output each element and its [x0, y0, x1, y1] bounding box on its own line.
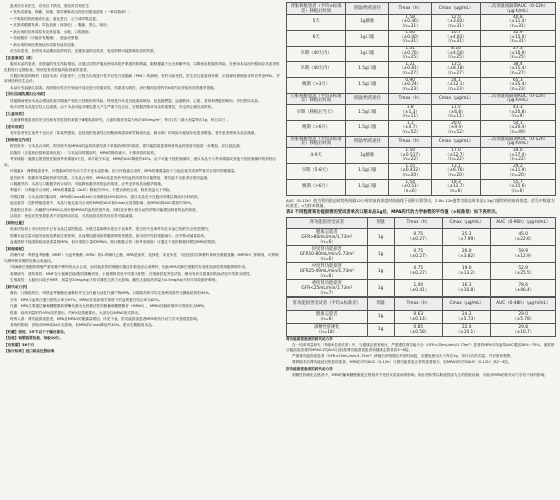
section-heading: 【药代动力学】: [4, 284, 30, 289]
table-cell: 38.4 （±15.4） （n=27）: [480, 62, 555, 78]
table-cell: 40.8 （±11.4） （n=31）: [480, 15, 555, 31]
body-paragraph: 他克莫司：在肝移植患者中，本品与他克莫司合用时MPA的AUC和Cmax无显著影响；但MPAG的AUC增加约30%。: [10, 201, 195, 206]
right-column-text: [286, 337, 556, 378]
table-cell: 酒精性肝硬化 （n=18）: [287, 323, 368, 336]
table-header-cell: AUC（0-96h）（μg·h/mL）: [491, 217, 556, 229]
table-cell: 1.50 （±0.517） （n=22）: [389, 148, 432, 164]
table-cell: 4-9天: [287, 148, 346, 164]
table-cell: 0.85 （±0.58）: [394, 323, 442, 336]
table-header-cell: 二次剂量间隔期AUC（0-12h）（μg·h/mL）: [480, 136, 555, 148]
table2-caption: 表2 不同程度肾功能损害的受试者单次口服本品1g后，MPA药代动力学参数的平均值（±标准差）如下表所示。: [286, 210, 500, 216]
table-cell: 早期（5-8天）: [287, 164, 346, 180]
body-paragraph: 更昔洛韦：根据单剂量给药研究结果，与本品合用时，MPAG及更昔洛韦的血药浓度均可能增加，肾功能不全患者应密切监测。: [10, 175, 211, 180]
table-header-cell: 剂量/给药途径: [346, 93, 389, 105]
table-cell: 45.0 （±22.6）: [491, 229, 556, 246]
section-heading: 【孕妇及哺乳期妇女用药】: [4, 92, 48, 97]
body-paragraph: 排泄：给药剂量的约93%经尿排出，约6%经粪便排出，大部分以MPAG形式排出。: [10, 310, 142, 315]
table-cell: 13.5 （±8.18） （n=27）: [432, 62, 480, 78]
table-cell: 54.1 （±20.4） （n=49）: [480, 121, 555, 137]
table-cell: 重度肾功能损害 GFR<25mL/min/1.73m² （n=7）: [287, 280, 368, 297]
body-paragraph: 活疫苗：免疫应答受损患者不应接种活疫苗，对其他疫苗的抗体应答可能减弱。: [10, 214, 136, 219]
body-paragraph: 妊娠期间使用本品会增加妊娠早期流产和先天性畸形的风险，特别是外耳及其他面部畸形，包括唇腭裂、远端肢体、心脏、食管和肾脏的畸形。孕妇禁用本品。: [10, 98, 262, 103]
body-paragraph: 服用本品的患者，皮肤癌的发生风险增加。应通过穿防护服及使用高防护系数的防晒霜，限制暴露于日光和紫外线，以降低皮肤癌的风险。在使用本品治疗期间应对患者的皮肤进行定期检查，特别是有皮肤癌风险因素的患者。: [4, 62, 280, 72]
section-heading: 【药理毒理】: [4, 246, 26, 251]
body-paragraph: 酒精性肝硬化志愿者中，MPA的葡萄糖醛酸化过程相对不受肝实质疾病的影响。胆汁淤积等以胆道损害为主的肝脏疾病，可能对MPA的药代动力学有不同的影响。: [292, 372, 548, 377]
body-paragraph: 其他相互作用：丙磺舒与MPAG合用可使MPAG的血药浓度升高，同时竞争肾小管分泌的药物可能增加两者的血药浓度。: [10, 207, 200, 212]
body-paragraph: 生殖毒性：大鼠经口给予MMF，剂量至20mg/kg/天时对雄性生育力无影响。雌性大鼠给药剂量为4.5mg/kg/天时可导致胎仔畸形。: [10, 278, 219, 283]
table-cell: 1.5g口服: [346, 62, 389, 78]
table-cell: 1.5g口服: [346, 121, 389, 137]
table-cell: 1.58 （±0.46） （n=31）: [389, 15, 432, 31]
body-paragraph: 毒理研究：遗传毒性：MMF在小鼠淋巴瘤/胸苷激酶试验、小鼠微核试验中结果为阳性；在细菌回复突变试验、酵母有丝分裂基因转换试验中结果为阴性。: [10, 271, 254, 276]
table-cell: 65.3 （±35.4） （n=23）: [480, 78, 555, 94]
table-cell: 16.3 （±10.8）: [443, 280, 491, 297]
table-cell: 晚期（>6月）: [287, 121, 346, 137]
table-cell: 晚期（>3月）: [287, 78, 346, 94]
table-cell: 29.8 （±10.7）: [491, 323, 556, 336]
table-header-cell: 肝功能损害受试者（平均±标准差）: [287, 297, 368, 310]
table-cell: 52.9 （±25.5）: [491, 263, 556, 280]
table-row: [287, 78, 556, 94]
table-cell: 78.6 （±46.4）: [491, 280, 556, 297]
table-cell: 轻度肾功能损害 GFR50-80mL/min/1.73m² （n=6）: [287, 246, 368, 263]
renal-table-header: [287, 217, 556, 229]
table-cell: 19.3 （±11.7） （n=6）: [432, 180, 480, 196]
body-paragraph: 利福平：与利福平合用时，MPA的暴露量（AUC）降低约70%，不建议两药合用，除非获益大于风险。: [10, 188, 174, 193]
table-cell: 25.3 （±7.99）: [443, 229, 491, 246]
section-heading: 【药物相互作用】: [4, 137, 33, 142]
table-cell: 1g: [367, 263, 394, 280]
table-cell: 0.75 （±0.27）: [394, 263, 442, 280]
body-paragraph: 环孢素A：肾移植患者中，环孢素A的药代动力学不受本品影响。但与环孢素合用时，MPA的暴露量低于与他克莫司或西罗莫司合用时的暴露量。: [10, 169, 239, 174]
table-row: [287, 30, 556, 46]
table-header-cell: AUC（0-48h）（μg·h/mL）: [491, 297, 556, 310]
section-heading: 【注意事项】（续）: [4, 55, 35, 60]
body-paragraph: 严重肾功能损害患者（GFR<25mL/min/1.73m²）移植后即刻期以外的时间段，应避免使用大于每次1g、每日2次的剂量，并应密切观察。: [292, 354, 514, 359]
body-paragraph: 吸收：口服给药后，吗替麦考酚酯迅速吸收并完全代谢为活性代谢产物MPA。口服给药的平均生物利用度约为静脉给药的94%。: [10, 291, 213, 296]
table-cell: 1g: [367, 310, 394, 323]
table-header-cell: Tmax（h）: [389, 93, 432, 105]
table-header-cell: Cmax（μg/mL）: [432, 93, 480, 105]
body-paragraph: 本品可引起胎儿损害。育龄期女性在开始治疗前应进行妊娠试验，结果须为阴性，治疗期间及停药后6周内应采取有效的避孕措施。: [10, 85, 218, 90]
table-row: [287, 310, 556, 323]
body-paragraph: 血液透析不能清除临床显著量的MPA，但可清除少量的MPAG。胆汁酸螯合剂（如考来烯胺）可通过干扰肝肠循环增加MPA的排泄。: [10, 240, 219, 245]
body-paragraph: 代谢：MPA主要通过葡萄糖醛酸转移酶代谢为无药理活性的酚葡萄糖醛酸苷（MPAG），MPAG经肠肝循环可再转化为MPA。: [10, 304, 208, 309]
table-header-cell: Cmax（μg/mL）: [443, 217, 491, 229]
table-row: [287, 15, 556, 31]
table-cell: 0.90 （±0.24） （n=23）: [389, 78, 432, 94]
pk-table-header: [287, 3, 556, 15]
right-column: [286, 2, 556, 498]
table-subheader-row: [287, 93, 556, 105]
body-paragraph: 尚不清楚本品是否经人乳排泄。由于本品可能对哺乳婴儿产生严重不良反应，应根据药物对母亲的重要性，决定停止哺乳或停药。: [10, 105, 215, 110]
body-paragraph: 肾移植术后肾功能延迟恢复的患者，MPA的平均AUC（0-12h）与肾功能恢复正常的患者相当，但MPAG的平均AUC（0-12h）高2~3倍。: [292, 360, 512, 365]
table-cell: 0.63 （±0.14）: [394, 310, 442, 323]
body-paragraph: 在一项单剂量研究（每组6名受试者）中，与健康志愿者相比，严重慢性肾功能不全（GFR<25mL/min/1.73m²）患者的MPA平均血浆AUC增加28%~75%。重度肾功能损害患者的MPAG平均AUC比轻度肾功能损害患者和健康志愿者高3~6倍。: [286, 342, 555, 352]
body-paragraph: • 新出现的皮疹或原有皮疹加重、水疱、口腔溃疡；: [10, 29, 93, 34]
table-cell: 1g: [367, 323, 394, 336]
table-header-cell: 心脏移植患者（平均±标准差）移植后时间: [287, 93, 346, 105]
table-cell: 1g口服: [346, 30, 389, 46]
section-heading: 肾功能损害患者的药代动力学: [286, 336, 333, 341]
table-cell: 22.4 （±10.1）: [443, 323, 491, 336]
table-cell: 17.0 （±12.7） （n=22）: [432, 148, 480, 164]
table-subheader-row: [287, 136, 556, 148]
table-cell: 1.21 （±0.81） （n=27）: [389, 62, 432, 78]
table-cell: 0.75 （±0.27）: [394, 229, 442, 246]
body-paragraph: 食物的影响：食物对MPA的AUC无影响，但MPA的Cmax降低约40%。建议空腹服用本品。: [10, 323, 156, 328]
table-cell: 1.00 （±0.41）: [394, 280, 442, 297]
table-header-cell: 剂量/给药途径: [346, 136, 389, 148]
table-cell: 27.3 （±10.9） （n=25）: [480, 46, 555, 62]
table-cell: 8.16 （±4.50） （n=25）: [432, 46, 480, 62]
left-column-text: [4, 4, 280, 496]
table-cell: 1.5g口服: [346, 78, 389, 94]
table-row: [287, 164, 556, 180]
table-header-cell: 二次剂量间隔期AUC（0-12h）（μg·h/mL）: [480, 3, 555, 15]
table-row: [287, 121, 556, 137]
table-header-cell: 肾脏移植患者（平均±标准差）移植后时间: [287, 3, 346, 15]
table-cell: 12.0 （±3.82） （n=31）: [432, 15, 480, 31]
table-cell: 1.5g口服: [346, 105, 389, 121]
table-cell: 55.7 （±15.6） （n=6）: [480, 180, 555, 196]
table-header-cell: 肝脏移植患者（平均±标准差）移植后时间: [287, 136, 346, 148]
table-cell: 1.31 （±0.76） （n=25）: [389, 46, 432, 62]
body-paragraph: 预期本品过量可能导致免疫系统过度抑制，从而增加感染和骨髓抑制的易感性。如出现中性粒细胞减少，应中断或减量给药。: [10, 233, 208, 238]
body-paragraph: 考来烯胺：健康志愿者预先服用考来烯胺4天后，单次给予本品，MPA的AUC降低约40%。由于可能干扰肝肠循环，建议本品不与考来烯胺或其他干扰肝肠循环的药物合用。: [4, 157, 277, 167]
section-heading: 【贮藏】密封，25℃以下干燥处保存。: [4, 329, 68, 334]
table-row: [287, 263, 556, 280]
table-header-cell: 剂量: [367, 217, 394, 229]
table-cell: 1g: [367, 229, 394, 246]
table-header-cell: Tmax（h）: [389, 3, 432, 15]
table-cell: 1.15 （±0.432） （n=20）: [389, 164, 432, 180]
table-header-cell: 剂量: [367, 297, 394, 310]
body-paragraph: 老年患者发生某些不良反应（如某些感染，包括组织侵袭性巨细胞病毒感染和胃肠道出血、肺水肿）的风险可能较年轻患者增加。老年患者使用本品应谨慎。: [10, 131, 258, 136]
table-cell: 20.0 （±9.4） （n=52）: [432, 121, 480, 137]
body-paragraph: 特殊人群：肾功能损害患者，MPA及MPAG的暴露量增加，详见下表。肝功能损害患者MPA的药代动力学未受明显影响。: [10, 316, 201, 321]
table-header-cell: Tmax（h）: [389, 136, 432, 148]
table-row: [287, 62, 556, 78]
table-cell: 24.1 （±12.1） （n=23）: [432, 78, 480, 94]
table-cell: 32.9 （±15.0） （n=31）: [480, 30, 555, 46]
table-row: [287, 105, 556, 121]
table-cell: 健康志愿者 GFR>80mL/min/1.73m² （n=6）: [287, 229, 368, 246]
table-cell: 1g口服: [346, 46, 389, 62]
table-cell: 10.7 （±4.83） （n=31）: [432, 30, 480, 46]
table-cell: 1g: [367, 280, 394, 297]
table-cell: 1g静脉: [346, 15, 389, 31]
table-row: [287, 148, 556, 164]
table-header-cell: 二次剂量间隔期AUC（0-12h）（μg·h/mL）: [480, 93, 555, 105]
table-cell: 59.9 （±12.9）: [491, 246, 556, 263]
table-cell: 1g静脉: [346, 148, 389, 164]
body-paragraph: 口服避孕药：本品与口服避孕药合用时，可能降低避孕药的血药浓度，应考虑采取其他避孕措施。: [10, 182, 165, 186]
section-heading: 【儿童用药】: [4, 111, 26, 116]
table-cell: 5天: [287, 15, 346, 31]
body-paragraph: 药理作用：吗替麦考酚酯（MMF）为麦考酚酸（MPA）的2-吗啉代乙酯，MPA是高效、选择性、非竞争性、可逆性的次黄嘌呤单核苷酸脱氢酶（IMPDH）抑制剂，可抑制鸟嘌呤核苷酸的经典合成途径。: [4, 253, 279, 263]
table-cell: 中度肾功能损害 GFR25-49mL/min/1.73m² （n=6）: [287, 263, 368, 280]
table-cell: 0.75 （±0.27）: [394, 246, 442, 263]
body-paragraph: 应告诉患者，在使用本品期间及停药后，应避免接种活疫苗，免疫抑制可能影响疫苗的效果。: [10, 49, 158, 54]
table-cell: 26.0 （±3.82）: [443, 246, 491, 263]
table-header-cell: Tmax（h）: [394, 217, 442, 229]
table-row: [287, 46, 556, 62]
body-paragraph: 患者应告诉医生，若有以下情况，需及时告知医生：: [10, 4, 93, 8]
hepatic-table-header: [287, 297, 556, 310]
table-cell: 43.3 （±20.8） （n=9）: [480, 105, 555, 121]
body-paragraph: • 持续腹泻（可能伴有腹痛）、便血或黑便；: [10, 36, 82, 41]
table-cell: 1.54 （±0.51） （n=6）: [389, 180, 432, 196]
renal-impairment-table: [286, 217, 556, 298]
table-cell: 34.0 （±17.4） （n=22）: [480, 148, 555, 164]
hepatic-impairment-table: [286, 297, 556, 337]
table-header-cell: Cmax（μg/mL）: [432, 3, 480, 15]
section-heading: 【药物过量】: [4, 220, 26, 225]
body-paragraph: 阿昔洛韦：与本品合用时，阿昔洛韦及MPAG的血药浓度均高于单独给药时的浓度。肾功能损害患者两者的血药浓度可能进一步增加，应注意监测。: [10, 144, 244, 149]
table-header-cell: Cmax（μg/mL）: [432, 136, 480, 148]
body-paragraph: T和B淋巴细胞的增殖严重依赖于嘌呤的从头合成，而其他类型的细胞可通过补救途径合成嘌呤，因此MPA对淋巴细胞具有高度选择性的细胞抑制作用。: [10, 265, 249, 270]
section-heading: 肝功能损害患者的药代动力学: [286, 366, 333, 371]
table-cell: 1.8 （±1.3） （n=11）: [389, 105, 432, 121]
table-cell: 1.1 （±0.7） （n=52）: [389, 121, 432, 137]
table-cell: 早期（40天内）: [287, 62, 346, 78]
table-cell: 11.5 （±6.8） （n=11）: [432, 105, 480, 121]
section-heading: 【老年用药】: [4, 124, 26, 129]
table-header-cell: Tmax（h）: [394, 297, 442, 310]
section-heading: 【包装】铝塑泡罩包装，每板10片。: [4, 336, 63, 341]
table-row: [287, 323, 556, 336]
table-header-cell: 剂量/给药途径: [346, 3, 389, 15]
body-paragraph: 临床试验和上市后经验中已有本品过量的报道。多数过量病例未报告不良事件，报告的不良事件均在本品已知的安全性范围内。: [10, 227, 212, 232]
table-row: [287, 280, 556, 297]
table1-footnote: AUC（0-12h）值为利用稳态时给药间隔12小时的血药浓度时间曲线下面积计算得出，2.0h-12h值等为稳态时本品1.5g口服给药的血药浓度。括号中数值为标准差，n为样本数量。: [286, 197, 555, 209]
section-heading: 【执行标准】进口药品注册标准: [4, 349, 55, 354]
table-cell: 1.5g口服: [346, 180, 389, 196]
table-cell: 1.00 （±0.00） （n=31）: [389, 30, 432, 46]
body-paragraph: 抗酸药（含氢氧化镁和氢氧化铝）：与本品同时服用时，MPA的吸收减少。不推荐同时给药。: [10, 150, 158, 155]
body-paragraph: • 发热或寒战、咳嗽、尿痛、排尿困难或出现任何感染迹象（一种或数种）；: [10, 10, 132, 15]
table-row: [287, 229, 556, 246]
section-heading: 【有效期】36个月: [4, 342, 35, 347]
table-cell: 早期（40天内）: [287, 46, 346, 62]
body-paragraph: • 新出现的神经系统症状或原有症状加重；: [10, 42, 78, 47]
body-paragraph: 儿童肾移植患者的安全性和有效性资料来源于Ⅲ期临床研究。儿童的推荐剂量为每次400mg/m²，每日2次（最大剂量每次1g，每日2次）。: [10, 118, 231, 123]
body-paragraph: • 皮肤或眼睛发黄；尿色加深（深茶色）；腹痛、恶心、呕吐；: [10, 23, 111, 28]
body-paragraph: 分布：MPA与血浆白蛋白的结合率为97%。MPAG在临床相关浓度下的血浆蛋白结合率为82%。: [10, 297, 163, 302]
table-row: [287, 180, 556, 196]
table-cell: 1.5g口服: [346, 164, 389, 180]
table-cell: 健康志愿者 （n=6）: [287, 310, 368, 323]
table-cell: 24.3 （±5.73）: [443, 310, 491, 323]
table-cell: 早期（移植后当天）: [287, 105, 346, 121]
table-cell: 29.2 （±11.9） （n=20）: [480, 164, 555, 180]
table-cell: 29.0 （±5.78）: [491, 310, 556, 323]
table-header-cell: Cmax（μg/mL）: [443, 297, 491, 310]
body-paragraph: 司维拉姆：与本品同时服用时，MPA的Cmax和AUC分别降低30%和25%，建议本品至少在服用司维拉姆前2小时给药。: [10, 194, 202, 199]
table-header-cell: 肾功能损害受试者: [287, 217, 368, 229]
table-cell: 19.0 （±13.2）: [443, 263, 491, 280]
table-cell: 晚期（>6月）: [287, 180, 346, 196]
table-cell: 1g: [367, 246, 394, 263]
pk-parameters-table: [286, 2, 556, 196]
table-cell: 6天: [287, 30, 346, 46]
table-row: [287, 246, 556, 263]
body-paragraph: 在服用免疫抑制剂（包括本品）的患者中，已报告出现进行性多灶性白质脑病（PML）的病例，有时为致死性。医生应注意鉴别诊断，出现神经系统症状时应考虑PML，并请神经科医生会诊。: [4, 74, 280, 84]
body-paragraph: • 不明原因的瘀斑或出血；面色苍白、乏力或呼吸急促；: [10, 16, 100, 21]
table-cell: 13.1 （±6.76） （n=20）: [432, 164, 480, 180]
